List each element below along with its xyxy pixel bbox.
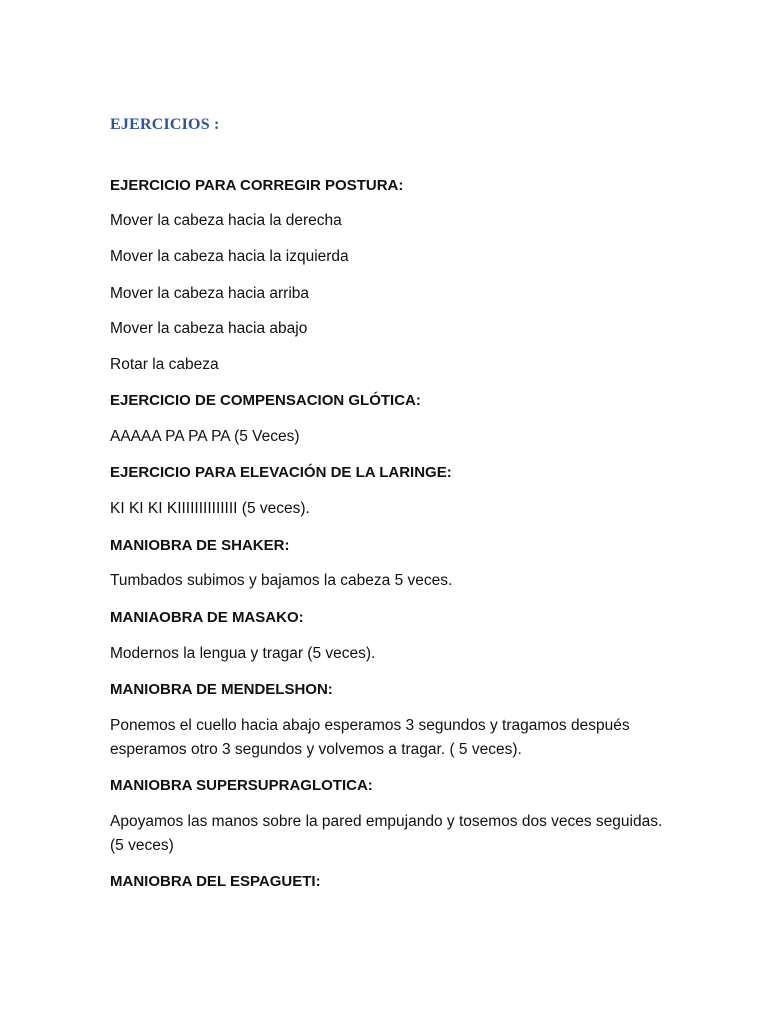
section-heading-postura: EJERCICIO PARA CORREGIR POSTURA:: [110, 177, 404, 194]
section-heading-glotica: EJERCICIO DE COMPENSACION GLÓTICA:: [110, 392, 421, 409]
exercise-line: Rotar la cabeza: [110, 356, 219, 373]
exercise-line: Mover la cabeza hacia la derecha: [110, 212, 342, 229]
section-heading-shaker: MANIOBRA DE SHAKER:: [110, 537, 290, 554]
exercise-line: Tumbados subimos y bajamos la cabeza 5 veces.: [110, 572, 453, 589]
exercise-line: Mover la cabeza hacia abajo: [110, 320, 308, 337]
exercise-paragraph: Apoyamos las manos sobre la pared empujando y tosemos dos veces seguidas. (5 veces): [110, 813, 663, 854]
exercise-line: AAAAA PA PA PA (5 Veces): [110, 428, 300, 445]
exercise-line: Mover la cabeza hacia arriba: [110, 285, 310, 302]
section-heading-supersupraglotica: MANIOBRA SUPERSUPRAGLOTICA:: [110, 777, 373, 794]
exercise-line: Modernos la lengua y tragar (5 veces).: [110, 645, 376, 662]
exercise-line: KI KI KI KIIIIIIIIIIIIII (5 veces).: [110, 500, 310, 517]
section-heading-mendelshon: MANIOBRA DE MENDELSHON:: [110, 681, 333, 698]
document-title: EJERCICIOS :: [110, 116, 220, 133]
section-heading-laringe: EJERCICIO PARA ELEVACIÓN DE LA LARINGE:: [110, 464, 452, 481]
section-heading-masako: MANIAOBRA DE MASAKO:: [110, 609, 304, 626]
exercise-paragraph: Ponemos el cuello hacia abajo esperamos 3 segundos y tragamos después esperamos otro 3 segundos y volvemos a tragar. ( 5 veces).: [110, 717, 630, 758]
section-heading-espagueti: MANIOBRA DEL ESPAGUETI:: [110, 873, 321, 890]
exercise-line: Mover la cabeza hacia la izquierda: [110, 248, 349, 265]
